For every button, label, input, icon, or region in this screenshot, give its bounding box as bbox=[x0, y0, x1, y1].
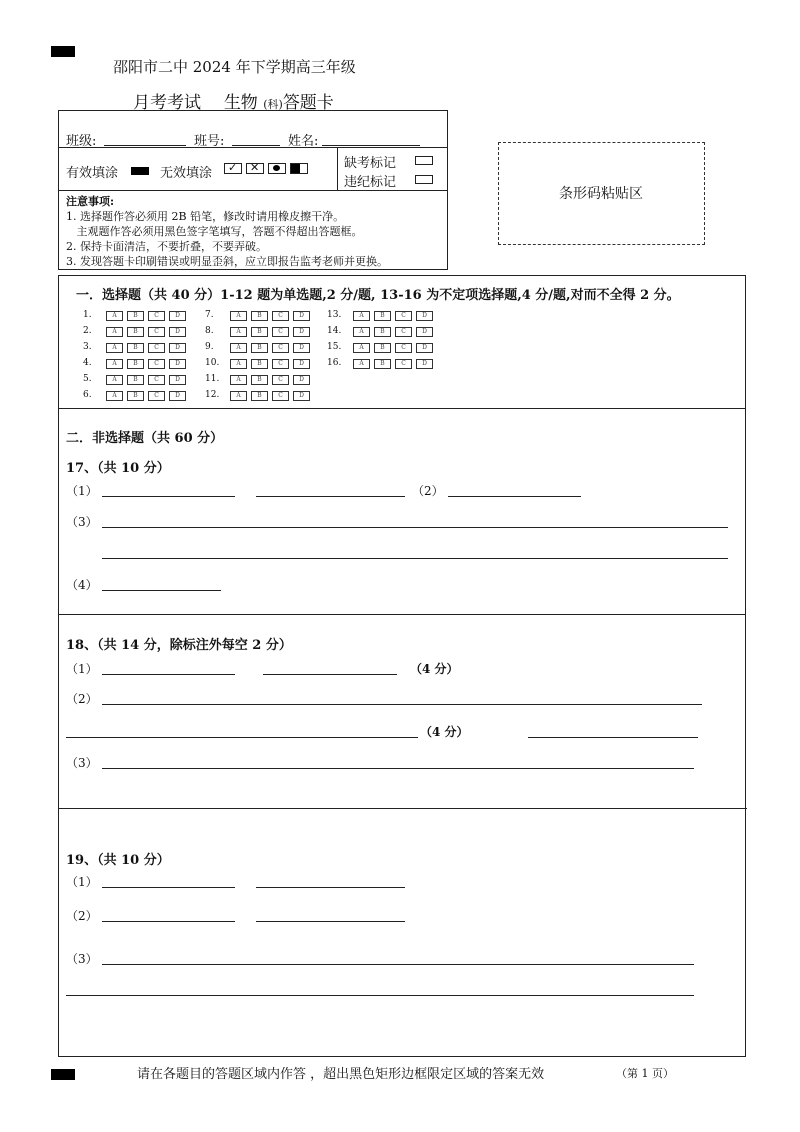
q17-answer-line[interactable] bbox=[102, 558, 728, 559]
dot-mark-icon bbox=[268, 163, 286, 174]
registration-mark-top bbox=[51, 46, 75, 57]
q19-part2-label: （2） bbox=[66, 909, 98, 923]
class-no-field[interactable] bbox=[232, 145, 280, 146]
q19-part3-label: （3） bbox=[66, 952, 98, 966]
q17-title: 17、（共 10 分） bbox=[66, 461, 170, 476]
choice-bubble-d[interactable]: D bbox=[169, 343, 186, 353]
footer-notice: 请在各题目的答题区域内作答 ，超出黑色矩形边框限定区域的答案无效 bbox=[137, 1067, 545, 1082]
choice-bubble-d[interactable]: D bbox=[169, 391, 186, 401]
choice-bubble-a[interactable]: A bbox=[353, 359, 370, 369]
choice-bubble-b[interactable]: B bbox=[251, 343, 268, 353]
choice-bubble-b[interactable]: B bbox=[374, 343, 391, 353]
question-number: 13. bbox=[327, 310, 342, 320]
choice-bubble-c[interactable]: C bbox=[272, 375, 289, 385]
q17-answer-line[interactable] bbox=[102, 527, 728, 528]
invalid-fill-samples bbox=[224, 163, 312, 174]
q18-answer-line[interactable] bbox=[102, 674, 235, 675]
q19-answer-line[interactable] bbox=[102, 921, 235, 922]
choice-bubble-a[interactable]: A bbox=[106, 375, 123, 385]
violation-mark-box[interactable] bbox=[415, 175, 433, 184]
choice-bubble-b[interactable]: B bbox=[374, 359, 391, 369]
q18-answer-line[interactable] bbox=[66, 737, 418, 738]
choice-bubble-b[interactable]: B bbox=[251, 311, 268, 321]
choice-bubble-c[interactable]: C bbox=[272, 359, 289, 369]
choice-bubble-a[interactable]: A bbox=[230, 391, 247, 401]
note-item: 主观题作答必须用黑色签字笔填写，答题不得超出答题框。 bbox=[66, 225, 363, 238]
subject-tag: (科) bbox=[263, 98, 283, 111]
question-number: 10. bbox=[205, 358, 220, 368]
choice-bubble-a[interactable]: A bbox=[106, 359, 123, 369]
q19-part1-label: （1） bbox=[66, 875, 98, 889]
q18-part1-label: （1） bbox=[66, 662, 98, 676]
q17-part2-label: （2） bbox=[412, 484, 444, 498]
question-number: 14. bbox=[327, 326, 342, 336]
choice-bubble-b[interactable]: B bbox=[127, 391, 144, 401]
cross-mark-icon: ✕ bbox=[246, 163, 264, 174]
choice-bubble-d[interactable]: D bbox=[169, 375, 186, 385]
q18-part2-score: （4 分） bbox=[420, 725, 469, 739]
choice-bubble-d[interactable]: D bbox=[293, 391, 310, 401]
choice-bubble-a[interactable]: A bbox=[353, 311, 370, 321]
q17-part4-label: （4） bbox=[66, 578, 98, 592]
choice-bubble-d[interactable]: D bbox=[416, 343, 433, 353]
q18-title: 18、（共 14 分，除标注外每空 2 分） bbox=[66, 638, 292, 653]
choice-bubble-c[interactable]: C bbox=[272, 327, 289, 337]
check-mark-icon: ✓ bbox=[224, 163, 242, 174]
q18-answer-line[interactable] bbox=[263, 674, 397, 675]
choice-bubble-d[interactable]: D bbox=[416, 311, 433, 321]
choice-bubble-d[interactable]: D bbox=[293, 375, 310, 385]
choice-bubble-d[interactable]: D bbox=[293, 311, 310, 321]
q18-answer-line[interactable] bbox=[102, 768, 694, 769]
choice-bubble-d[interactable]: D bbox=[169, 327, 186, 337]
choice-bubble-b[interactable]: B bbox=[251, 391, 268, 401]
choice-bubble-c[interactable]: C bbox=[395, 343, 412, 353]
choice-bubble-d[interactable]: D bbox=[293, 327, 310, 337]
choice-bubble-c[interactable]: C bbox=[148, 343, 165, 353]
choice-bubble-c[interactable]: C bbox=[272, 343, 289, 353]
exam-title-part1: 月考考试 bbox=[133, 93, 201, 113]
question-number: 16. bbox=[327, 358, 342, 368]
choice-bubble-a[interactable]: A bbox=[106, 391, 123, 401]
exam-title-part2: 生物 bbox=[223, 93, 258, 113]
choice-bubble-c[interactable]: C bbox=[148, 391, 165, 401]
choice-bubble-a[interactable]: A bbox=[106, 311, 123, 321]
half-fill-icon bbox=[290, 163, 308, 174]
choice-bubble-c[interactable]: C bbox=[395, 327, 412, 337]
q18-part3-label: （3） bbox=[66, 756, 98, 770]
registration-mark-bottom bbox=[51, 1069, 75, 1080]
choice-bubble-c[interactable]: C bbox=[395, 311, 412, 321]
note-item: 1. 选择题作答必须用 2B 铅笔，修改时请用橡皮擦干净。 bbox=[66, 210, 345, 223]
q17-answer-line[interactable] bbox=[448, 496, 581, 497]
absent-mark-box[interactable] bbox=[415, 156, 433, 165]
section2-title: 二．非选择题（共 60 分） bbox=[66, 431, 224, 446]
q19-answer-line[interactable] bbox=[256, 921, 405, 922]
choice-bubble-a[interactable]: A bbox=[230, 311, 247, 321]
q19-answer-line[interactable] bbox=[256, 887, 405, 888]
choice-bubble-d[interactable]: D bbox=[293, 359, 310, 369]
school-title: 邵阳市二中 2024 年下学期高三年级 bbox=[113, 58, 356, 76]
question-number: 12. bbox=[205, 390, 220, 400]
choice-bubble-a[interactable]: A bbox=[353, 343, 370, 353]
q17-part1-label: （1） bbox=[66, 484, 98, 498]
choice-bubble-b[interactable]: B bbox=[374, 327, 391, 337]
choice-bubble-a[interactable]: A bbox=[230, 359, 247, 369]
question-number: 1. bbox=[83, 310, 92, 320]
choice-bubble-a[interactable]: A bbox=[106, 343, 123, 353]
choice-bubble-d[interactable]: D bbox=[169, 359, 186, 369]
q19-answer-line[interactable] bbox=[102, 887, 235, 888]
absent-label: 缺考标记 bbox=[344, 156, 397, 171]
choice-bubble-c[interactable]: C bbox=[272, 391, 289, 401]
choice-bubble-b[interactable]: B bbox=[127, 375, 144, 385]
choice-bubble-a[interactable]: A bbox=[353, 327, 370, 337]
choice-bubble-b[interactable]: B bbox=[251, 359, 268, 369]
question-number: 3. bbox=[83, 342, 92, 352]
question-number: 2. bbox=[83, 326, 92, 336]
choice-bubble-d[interactable]: D bbox=[169, 311, 186, 321]
question-number: 11. bbox=[205, 374, 220, 384]
choice-bubble-b[interactable]: B bbox=[251, 327, 268, 337]
question-number: 7. bbox=[205, 310, 214, 320]
choice-bubble-a[interactable]: A bbox=[230, 327, 247, 337]
choice-bubble-c[interactable]: C bbox=[148, 375, 165, 385]
q18-answer-line[interactable] bbox=[528, 737, 698, 738]
q17-answer-line[interactable] bbox=[256, 496, 405, 497]
note-item: 3. 发现答题卡印刷错误或明显歪斜，应立即报告监考老师并更换。 bbox=[66, 255, 388, 268]
invalid-fill-label: 无效填涂 bbox=[160, 166, 213, 181]
choice-bubble-b[interactable]: B bbox=[251, 375, 268, 385]
choice-bubble-c[interactable]: C bbox=[395, 359, 412, 369]
barcode-label: 条形码粘贴区 bbox=[559, 186, 643, 202]
q17-part3-label: （3） bbox=[66, 515, 98, 529]
choice-bubble-b[interactable]: B bbox=[127, 311, 144, 321]
choice-bubble-b[interactable]: B bbox=[127, 343, 144, 353]
section1-title: 一．选择题（共 40 分）1-12 题为单选题,2 分/题, 13-16 为不定项选择题,4 分/题,对而不全得 2 分。 bbox=[76, 288, 680, 303]
q18-answer-line[interactable] bbox=[102, 704, 702, 705]
question-number: 5. bbox=[83, 374, 92, 384]
question-number: 4. bbox=[83, 358, 92, 368]
name-label: 姓名: bbox=[288, 134, 319, 149]
q18-part2-label: （2） bbox=[66, 692, 98, 706]
note-item: 2. 保持卡面清洁，不要折叠，不要弄破。 bbox=[66, 240, 267, 253]
choice-bubble-d[interactable]: D bbox=[293, 343, 310, 353]
choice-bubble-c[interactable]: C bbox=[148, 327, 165, 337]
valid-fill-sample bbox=[131, 167, 149, 175]
violation-label: 违纪标记 bbox=[344, 175, 397, 190]
exam-title-part3: 答题卡 bbox=[282, 93, 334, 113]
choice-bubble-a[interactable]: A bbox=[230, 375, 247, 385]
choice-bubble-b[interactable]: B bbox=[127, 359, 144, 369]
class-label: 班级: bbox=[66, 134, 97, 149]
choice-bubble-c[interactable]: C bbox=[148, 359, 165, 369]
valid-fill-label: 有效填涂 bbox=[66, 166, 119, 181]
page-number: （第 1 页） bbox=[616, 1067, 674, 1080]
choice-bubble-a[interactable]: A bbox=[106, 327, 123, 337]
q17-answer-line[interactable] bbox=[102, 496, 235, 497]
choice-bubble-a[interactable]: A bbox=[230, 343, 247, 353]
q19-answer-line[interactable] bbox=[66, 995, 694, 996]
class-field[interactable] bbox=[104, 145, 186, 146]
class-no-label: 班号: bbox=[194, 134, 225, 149]
question-number: 9. bbox=[205, 342, 214, 352]
choice-bubble-c[interactable]: C bbox=[272, 311, 289, 321]
q17-answer-line[interactable] bbox=[102, 590, 221, 591]
choice-bubble-d[interactable]: D bbox=[416, 327, 433, 337]
name-field[interactable] bbox=[322, 145, 420, 146]
question-number: 15. bbox=[327, 342, 342, 352]
notes-title: 注意事项: bbox=[66, 195, 115, 208]
choice-bubble-b[interactable]: B bbox=[127, 327, 144, 337]
choice-bubble-b[interactable]: B bbox=[374, 311, 391, 321]
choice-bubble-d[interactable]: D bbox=[416, 359, 433, 369]
question-number: 6. bbox=[83, 390, 92, 400]
q19-title: 19、（共 10 分） bbox=[66, 853, 170, 868]
q18-part1-score: （4 分） bbox=[410, 662, 459, 676]
choice-bubble-c[interactable]: C bbox=[148, 311, 165, 321]
q19-answer-line[interactable] bbox=[102, 964, 694, 965]
question-number: 8. bbox=[205, 326, 214, 336]
